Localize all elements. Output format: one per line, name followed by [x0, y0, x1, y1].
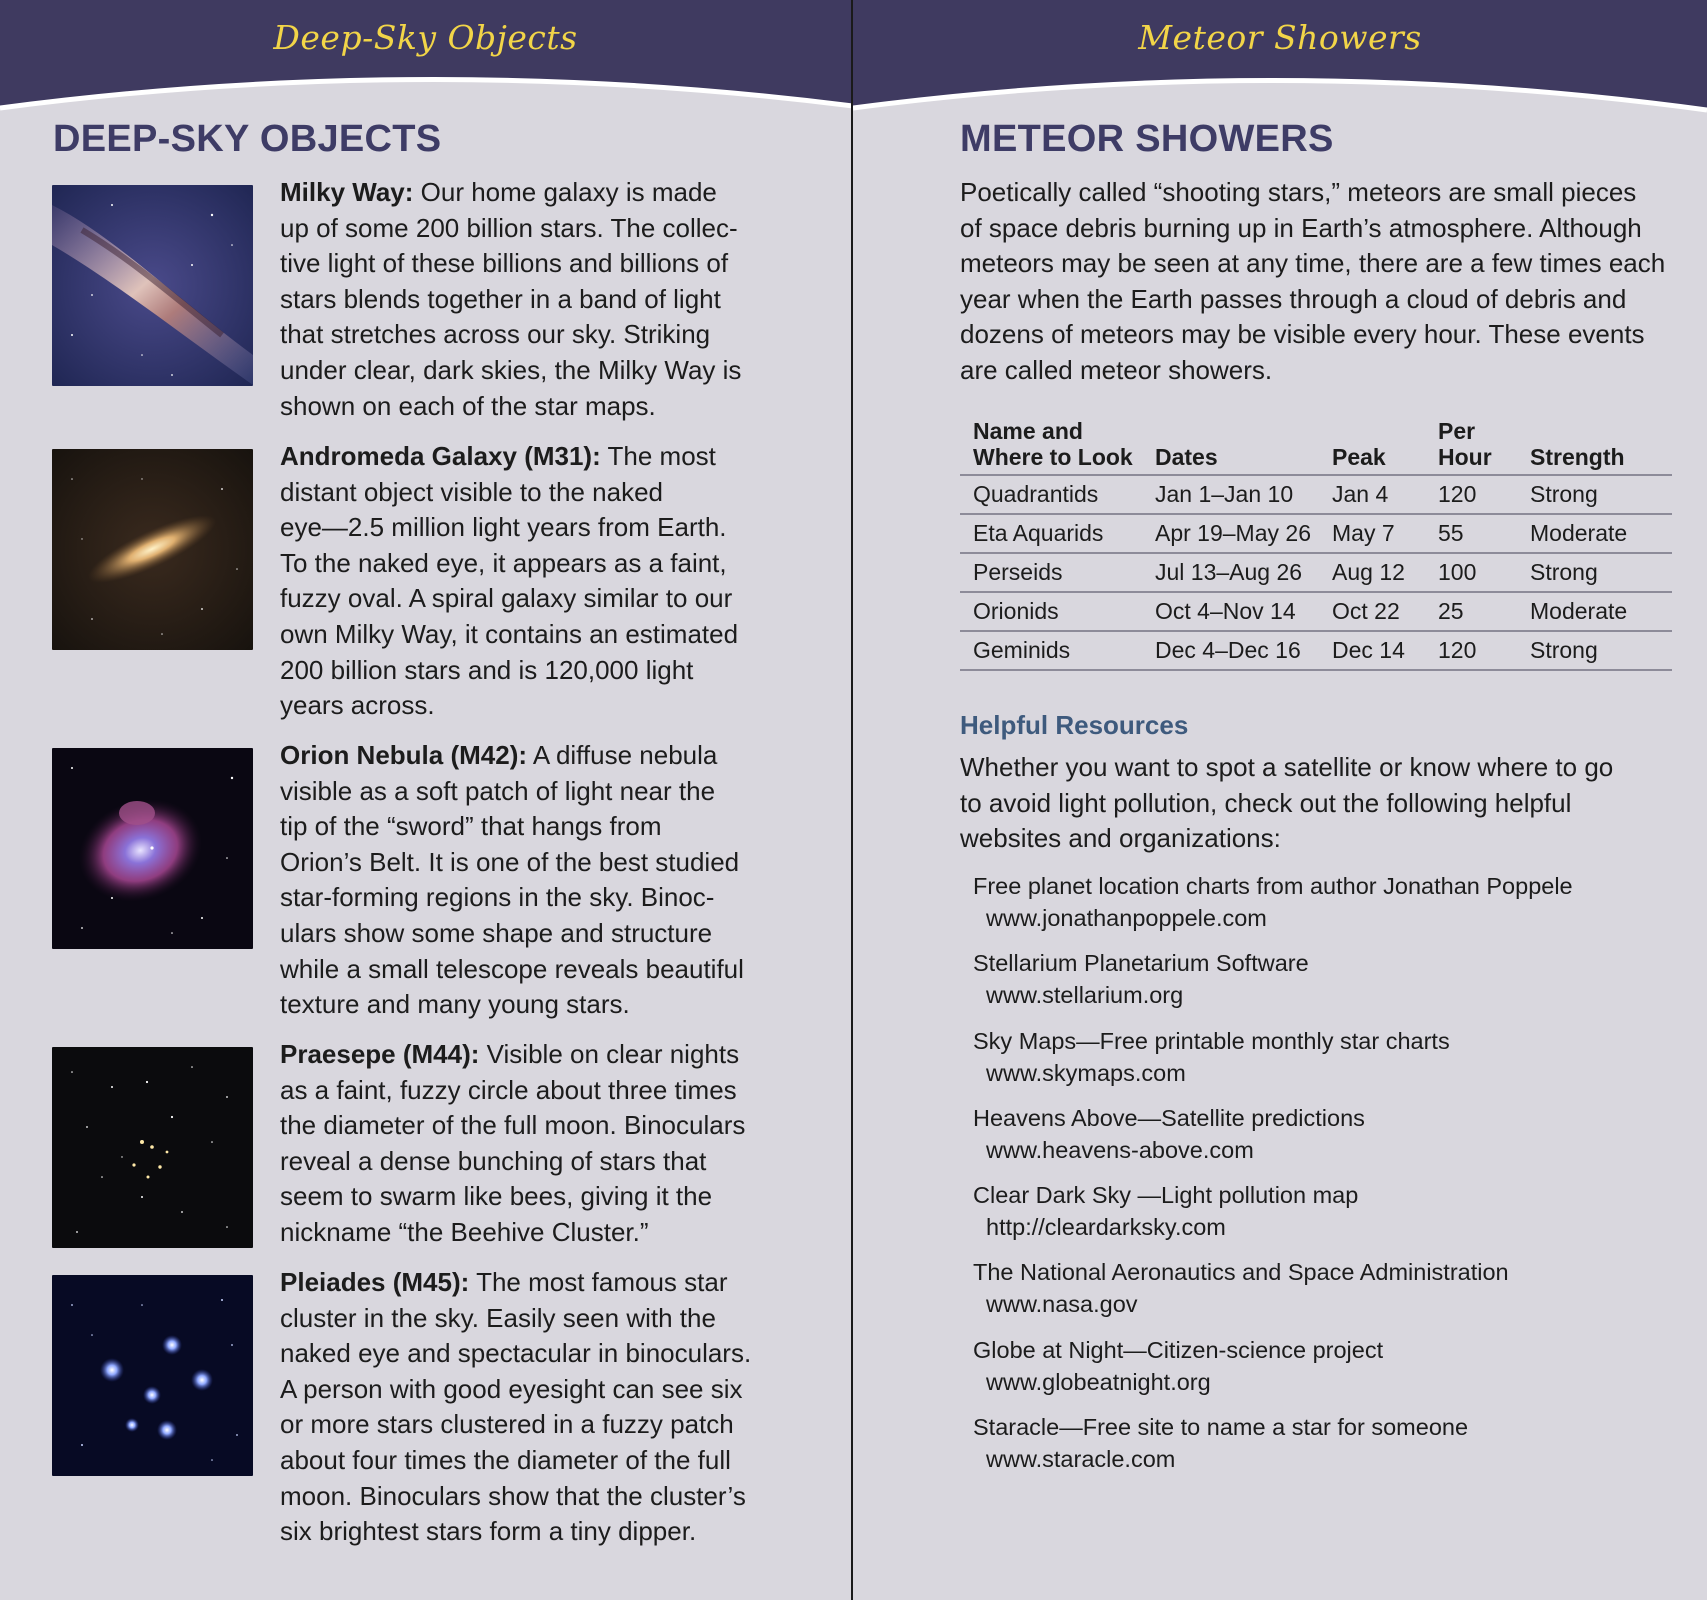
cell-name: Eta Aquarids: [960, 514, 1142, 553]
resource-url[interactable]: www.heavens-above.com: [986, 1136, 1254, 1163]
text-line: 200 billion stars and is 120,000 light: [280, 654, 694, 685]
praesepe-photo: [52, 1047, 253, 1248]
text-line: dozens of meteors may be visible every hour. These events: [960, 319, 1645, 350]
text-line: cluster in the sky. Easily seen with the: [280, 1302, 716, 1333]
text-line: six brightest stars form a tiny dipper.: [280, 1516, 697, 1547]
cell-name: Orionids: [960, 592, 1142, 631]
milky-way-photo: [52, 185, 253, 386]
cell-peak: Oct 22: [1319, 592, 1425, 631]
resource-item: [973, 1179, 1673, 1256]
text-line: year when the Earth passes through a cloud of debris and: [960, 283, 1627, 314]
left-page-header: [0, 0, 851, 118]
resource-name: Stellarium Planetarium Software: [973, 950, 1309, 977]
column-header-per-hour: [1425, 418, 1517, 475]
entry-name: Orion Nebula (M42):: [280, 740, 528, 770]
text-line: moon. Binoculars show that the cluster’s: [280, 1480, 746, 1511]
text-line: websites and organizations:: [960, 823, 1281, 854]
section-title: METEOR SHOWERS: [960, 118, 1334, 160]
section-title: DEEP-SKY OBJECTS: [53, 118, 442, 160]
text-line: Our home galaxy is made: [420, 177, 717, 207]
resource-item: [973, 1334, 1673, 1411]
right-page: [853, 0, 1707, 1600]
text-line: meteors may be seen at any time, there are a few times each: [960, 248, 1666, 279]
resource-url[interactable]: www.jonathanpoppele.com: [986, 905, 1267, 931]
entry-name: Andromeda Galaxy (M31):: [280, 441, 601, 471]
resource-url[interactable]: www.globeatnight.org: [986, 1368, 1211, 1395]
text-line: shown on each of the star maps.: [280, 390, 656, 421]
resource-name: Heavens Above—Satellite predictions: [973, 1104, 1365, 1131]
cell-strength: Strong: [1517, 475, 1672, 514]
text-line: nickname “the Beehive Cluster.”: [280, 1216, 649, 1247]
cell-peak: May 7: [1319, 514, 1425, 553]
right-page-header: [853, 0, 1707, 118]
cell-peak: Dec 14: [1319, 631, 1425, 670]
text-line: tive light of these billions and billions of: [280, 248, 729, 279]
entry-name: Pleiades (M45):: [280, 1267, 470, 1297]
resource-name: Globe at Night—Citizen-science project: [973, 1336, 1384, 1363]
pleiades-photo: [52, 1275, 253, 1476]
left-page: [0, 0, 853, 1600]
cell-dates: Oct 4–Nov 14: [1142, 592, 1319, 631]
text-line: own Milky Way, it contains an estimated: [280, 618, 739, 649]
text-line: A person with good eyesight can see six: [280, 1373, 743, 1404]
text-line: Visible on clear nights: [486, 1039, 740, 1069]
resource-url[interactable]: www.stellarium.org: [986, 982, 1184, 1009]
cell-strength: Strong: [1517, 553, 1672, 592]
resources-title: Helpful Resources: [960, 710, 1189, 740]
cell-dates: Dec 4–Dec 16: [1142, 631, 1319, 670]
text-line: the diameter of the full moon. Binoculars: [280, 1110, 746, 1141]
meteor-intro: [960, 175, 1680, 389]
text-line: or more stars clustered in a fuzzy patch: [280, 1409, 734, 1440]
text-line: as a faint, fuzzy circle about three times: [280, 1074, 737, 1105]
resource-item: [973, 1256, 1673, 1333]
cell-name: Quadrantids: [960, 475, 1142, 514]
text-line: Poetically called “shooting stars,” meteors are small pieces: [960, 177, 1637, 207]
column-header-peak: Peak: [1319, 418, 1425, 475]
table-row: [960, 553, 1672, 592]
text-line: The most: [607, 441, 716, 471]
text-line: Orion’s Belt. It is one of the best studied: [280, 846, 740, 877]
text-line: that stretches across our sky. Striking: [280, 319, 711, 350]
resources-list: [973, 870, 1673, 1488]
text-line: The most famous star: [476, 1267, 728, 1297]
text-line: A diffuse nebula: [532, 740, 718, 770]
cell-per-hour: 100: [1425, 553, 1517, 592]
entry-name: Milky Way:: [280, 177, 414, 207]
resource-name: The National Aeronautics and Space Administration: [973, 1259, 1509, 1286]
resource-url[interactable]: http://cleardarksky.com: [986, 1214, 1226, 1241]
resource-name: Staracle—Free site to name a star for someone: [973, 1414, 1469, 1441]
cell-peak: Aug 12: [1319, 553, 1425, 592]
text-line: tip of the “sword” that hangs from: [280, 811, 662, 842]
cell-name: Perseids: [960, 553, 1142, 592]
entry-text: [280, 738, 800, 1023]
meteor-table: [960, 418, 1672, 671]
entry-name: Praesepe (M44):: [280, 1039, 480, 1069]
text-line: star-forming regions in the sky. Binoc-: [280, 882, 715, 913]
andromeda-galaxy-photo: [52, 449, 253, 650]
entry-text: [280, 1037, 800, 1251]
table-header-row: [960, 418, 1672, 475]
cell-per-hour: 120: [1425, 475, 1517, 514]
resource-item: [973, 1025, 1673, 1102]
cell-dates: Apr 19–May 26: [1142, 514, 1319, 553]
text-line: about four times the diameter of the full: [280, 1444, 731, 1475]
text-line: to avoid light pollution, check out the following helpful: [960, 787, 1572, 818]
resource-name: Free planet location charts from author Jonathan Poppele: [973, 873, 1573, 899]
resource-item: [973, 1102, 1673, 1179]
resource-url[interactable]: www.skymaps.com: [986, 1059, 1186, 1086]
cell-per-hour: 120: [1425, 631, 1517, 670]
header-line: Hour: [1438, 444, 1492, 470]
cell-strength: Moderate: [1517, 592, 1672, 631]
text-line: ulars show some shape and structure: [280, 917, 713, 948]
resource-url[interactable]: www.nasa.gov: [986, 1291, 1138, 1318]
header-title: Deep-Sky Objects: [273, 18, 578, 57]
cell-strength: Strong: [1517, 631, 1672, 670]
text-line: stars blends together in a band of light: [280, 283, 721, 314]
resource-item: [973, 1411, 1673, 1488]
cell-per-hour: 25: [1425, 592, 1517, 631]
resource-item: [973, 870, 1673, 947]
text-line: years across.: [280, 690, 435, 721]
text-line: visible as a soft patch of light near the: [280, 775, 716, 806]
text-line: distant object visible to the naked: [280, 476, 664, 507]
cell-peak: Jan 4: [1319, 475, 1425, 514]
header-line: Where to Look: [973, 444, 1133, 470]
cell-per-hour: 55: [1425, 514, 1517, 553]
text-line: To the naked eye, it appears as a faint,: [280, 547, 727, 578]
header-line: Per: [1438, 418, 1476, 444]
resource-name: Clear Dark Sky —Light pollution map: [973, 1182, 1359, 1209]
header-line: Name and: [973, 418, 1083, 444]
table-row: [960, 475, 1672, 514]
resource-url[interactable]: www.staracle.com: [986, 1446, 1176, 1473]
text-line: fuzzy oval. A spiral galaxy similar to our: [280, 583, 733, 614]
text-line: up of some 200 billion stars. The collec-: [280, 212, 738, 243]
text-line: of space debris burning up in Earth’s atmosphere. Although: [960, 212, 1642, 243]
column-header-dates: Dates: [1142, 418, 1319, 475]
header-title: Meteor Showers: [1138, 18, 1422, 57]
table-row: [960, 631, 1672, 670]
cell-dates: Jul 13–Aug 26: [1142, 553, 1319, 592]
entry-text: [280, 439, 800, 724]
resource-item: [973, 947, 1673, 1024]
text-line: naked eye and spectacular in binoculars.: [280, 1338, 752, 1369]
cell-strength: Moderate: [1517, 514, 1672, 553]
text-line: texture and many young stars.: [280, 989, 630, 1020]
table-row: [960, 514, 1672, 553]
column-header-strength: Strength: [1517, 418, 1672, 475]
entry-text: [280, 1265, 800, 1550]
text-line: reveal a dense bunching of stars that: [280, 1145, 707, 1176]
text-line: under clear, dark skies, the Milky Way is: [280, 354, 742, 385]
orion-nebula-photo: [52, 748, 253, 949]
text-line: Whether you want to spot a satellite or know where to go: [960, 752, 1614, 782]
column-header-name: [960, 418, 1142, 475]
entry-text: [280, 175, 800, 424]
resource-name: Sky Maps—Free printable monthly star charts: [973, 1027, 1450, 1054]
cell-dates: Jan 1–Jan 10: [1142, 475, 1319, 514]
text-line: are called meteor showers.: [960, 354, 1273, 385]
text-line: while a small telescope reveals beautiful: [280, 953, 744, 984]
text-line: eye—2.5 million light years from Earth.: [280, 512, 727, 543]
cell-name: Geminids: [960, 631, 1142, 670]
resources-intro: [960, 750, 1680, 857]
text-line: seem to swarm like bees, giving it the: [280, 1181, 713, 1212]
table-row: [960, 592, 1672, 631]
